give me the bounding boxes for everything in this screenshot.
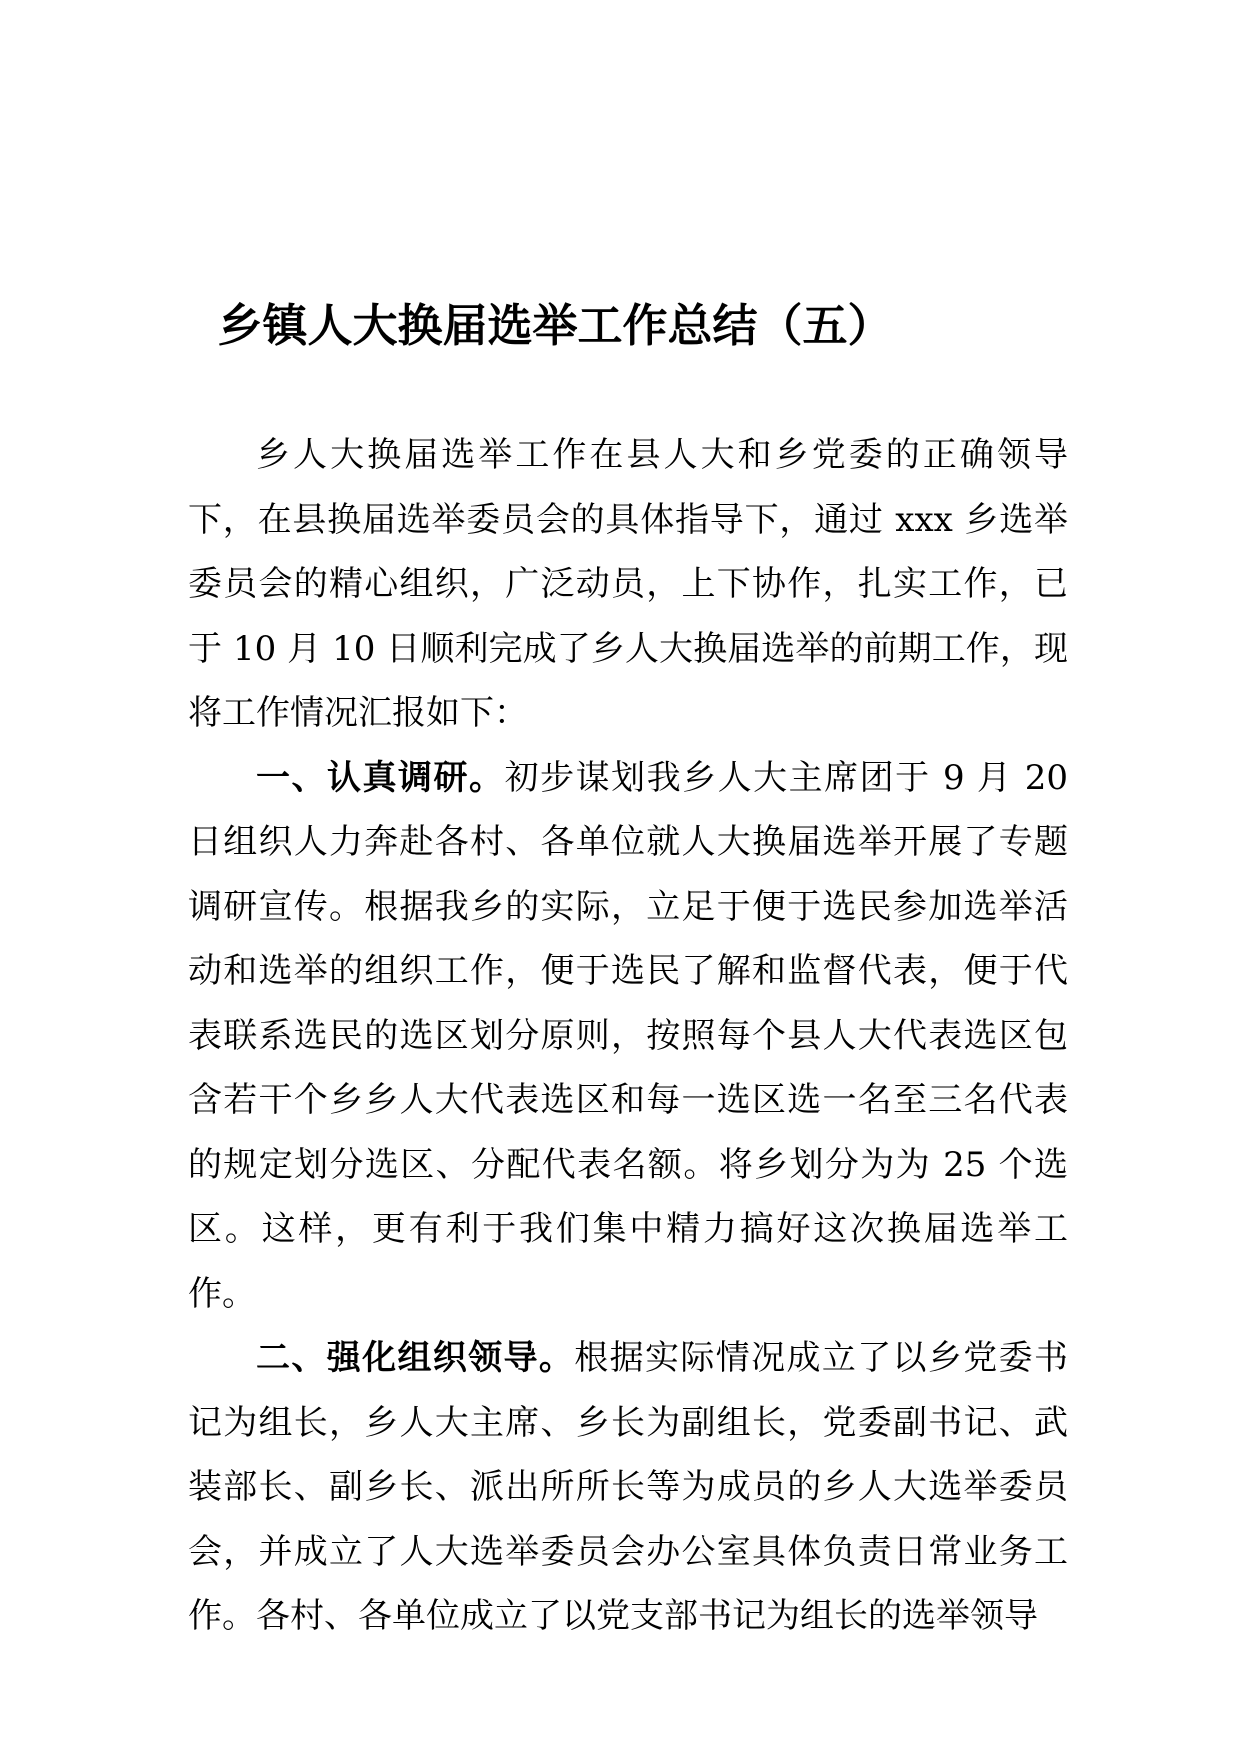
intro-text: 乡人大换届选举工作在县人大和乡党委的正确领导下，在县换届选举委员会的具体指导下，通过 xxx 乡选举委员会的精心组织，广泛动员，上下协作，扎实工作，已于 10 月 10 日顺利完成了乡人大换届选举的前期工作，现将工作情况汇报如下： (188, 435, 1068, 733)
section-1-heading: 一、认真调研。 (256, 757, 505, 798)
section-2-heading: 二、强化组织领导。 (256, 1338, 575, 1378)
section-2-text: 根据实际情况成立了以乡党委书记为组长，乡人大主席、乡长为副组长，党委副书记、武装部长、副乡长、派出所所长等为成员的乡人大选举委员会，并成立了人大选举委员会办公室具体负责日常业务工作。各村、各单位成立了以党支部书记为组长的选举领导 (188, 1338, 1069, 1636)
document-body (188, 423, 1068, 1649)
section-1-paragraph (188, 746, 1068, 1327)
document-title: 乡镇人大换届选举工作总结（五） (217, 299, 893, 352)
section-2-paragraph (188, 1326, 1068, 1649)
intro-paragraph (188, 423, 1068, 746)
section-1-text: 初步谋划我乡人大主席团于 9 月 20 日组织人力奔赴各村、各单位就人大换届选举开展了专题调研宣传。根据我乡的实际，立足于便于选民参加选举活动和选举的组织工作，便于选民了解和监督代表，便于代表联系选民的选区划分原则，按照每个县人大代表选区包含若干个乡乡人大代表选区和每一选区选一名至三名代表的规定划分选区、分配代表名额。将乡划分为为 25 个选区。这样，更有利于我们集中精力搞好这次换届选举工作。 (188, 757, 1068, 1314)
